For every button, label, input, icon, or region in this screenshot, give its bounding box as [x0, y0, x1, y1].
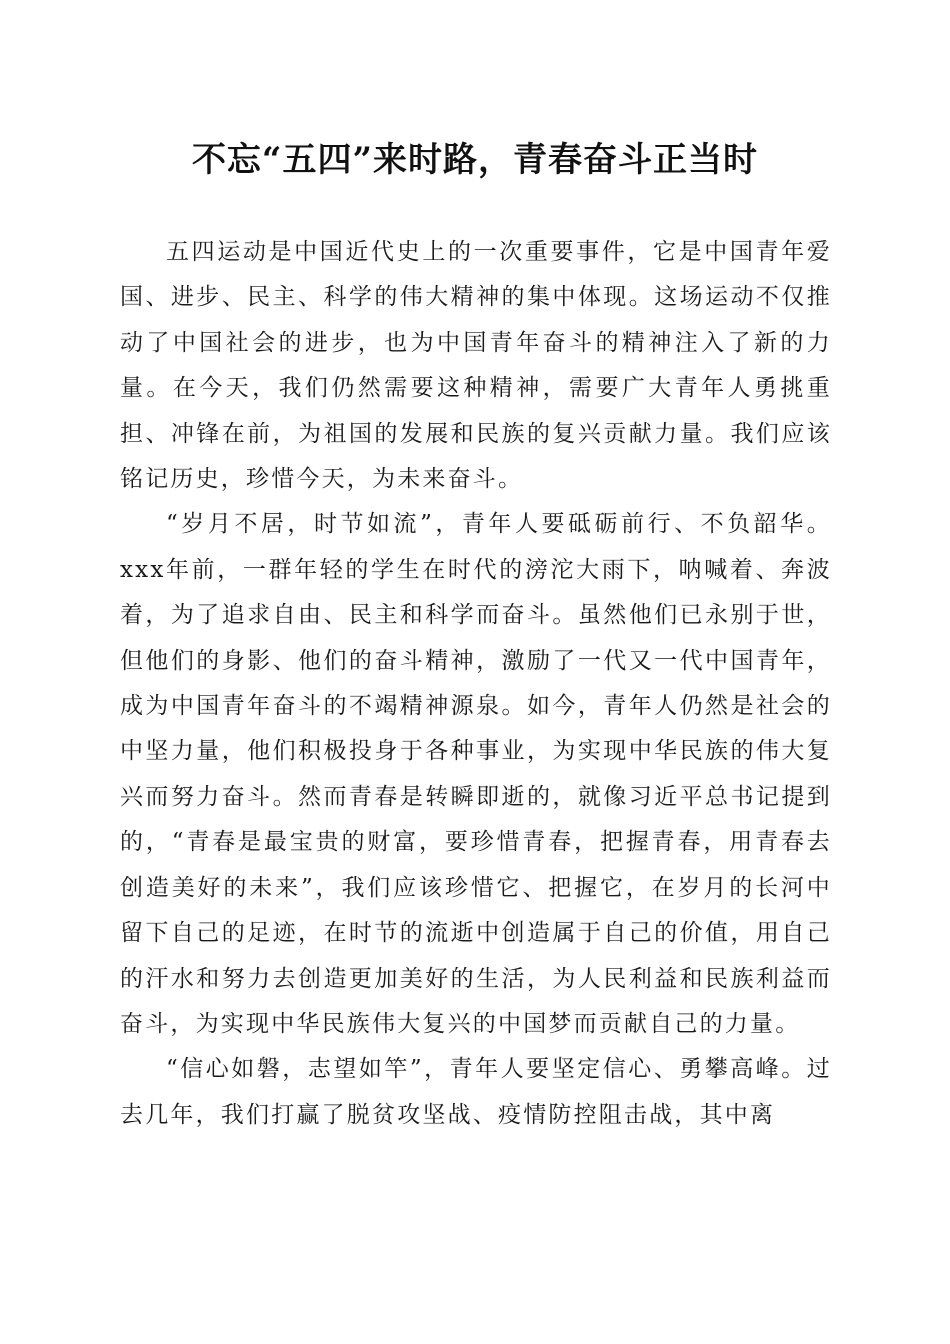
document-title: 不忘“五四”来时路，青春奋斗正当时 — [191, 140, 759, 180]
paragraph: 五四运动是中国近代史上的一次重要事件，它是中国青年爱国、进步、民主、科学的伟大精神的集中体现。这场运动不仅推动了中国社会的进步，也为中国青年奋斗的精神注入了新的力量。在今天，我们仍然需要这种精神，需要广大青年人勇挑重担、冲锋在前，为祖国的发展和民族的复兴贡献力量。我们应该铭记历史，珍惜今天，为未来奋斗。 — [120, 239, 832, 493]
paragraph: “岁月不居，时节如流”，青年人要砥砺前行、不负韶华。xxx年前，一群年轻的学生在时代的滂沱大雨下，呐喊着、奔波着，为了追求自由、民主和科学而奋斗。虽然他们已永别于世，但他们的身影、他们的奋斗精神，激励了一代又一代中国青年，成为中国青年奋斗的不竭精神源泉。如今，青年人仍然是社会的中坚力量，他们积极投身于各种事业，为实现中华民族的伟大复兴而努力奋斗。然而青春是转瞬即逝的，就像习近平总书记提到的，“青春是最宝贵的财富，要珍惜青春，把握青春，用青春去创造美好的未来”，我们应该珍惜它、把握它，在岁月的长河中留下自己的足迹，在时节的流逝中创造属于自己的价值，用自己的汗水和努力去创造更加美好的生活，为人民利益和民族利益而奋斗，为实现中华民族伟大复兴的中国梦而贡献自己的力量。 — [120, 511, 832, 1037]
paragraph: “信心如磐，志望如竿”，青年人要坚定信心、勇攀高峰。过去几年，我们打赢了脱贫攻坚战、疫情防控阻击战，其中离 — [120, 1056, 832, 1128]
document-body — [120, 230, 832, 1138]
